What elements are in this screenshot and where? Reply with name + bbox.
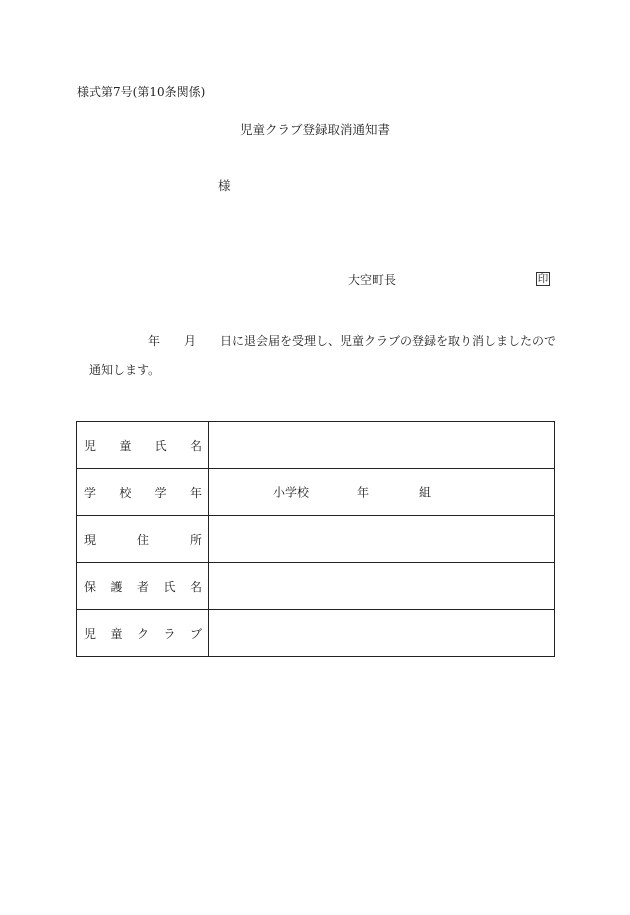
label-char: 学 <box>84 485 97 500</box>
school-grade-field[interactable] <box>209 469 555 516</box>
label-char: 名 <box>189 438 202 453</box>
label-char: 名 <box>189 579 202 594</box>
guardian-name-field[interactable] <box>209 563 555 610</box>
row-label <box>77 469 209 516</box>
label-char: 住 <box>136 532 149 547</box>
row-label <box>77 422 209 469</box>
label-char: ク <box>136 626 149 641</box>
addressee-honorific: 様 <box>218 178 231 193</box>
body-text-line-1: 日に退会届を受理し、児童クラブの登録を取り消しましたので <box>220 334 557 348</box>
table-row-address <box>77 516 555 563</box>
info-table <box>76 421 555 657</box>
label-char: 護 <box>110 579 123 594</box>
table-row-child-name <box>77 422 555 469</box>
label-char: 童 <box>110 626 123 641</box>
seal-mark-icon: 印 <box>537 272 549 285</box>
child-name-field[interactable] <box>209 422 555 469</box>
label-char: 保 <box>84 579 97 594</box>
label-char: 童 <box>119 438 132 453</box>
grade-class-suffix: 組 <box>419 485 432 500</box>
label-char: 氏 <box>163 579 176 594</box>
address-field[interactable] <box>209 516 555 563</box>
body-text-line-2: 通知します。 <box>89 363 161 377</box>
label-char: 児 <box>84 626 97 641</box>
issuer-title: 大空町長 <box>348 273 397 287</box>
label-char: 所 <box>189 532 202 547</box>
document-title: 児童クラブ登録取消通知書 <box>239 122 390 137</box>
label-char: ブ <box>189 626 202 641</box>
row-label <box>77 516 209 563</box>
school-suffix: 小学校 <box>273 485 310 500</box>
table-row-club <box>77 610 555 657</box>
body-month-label: 月 <box>184 334 197 348</box>
form-number: 様式第7号(第10条関係) <box>77 85 206 99</box>
label-char: 学 <box>154 485 167 500</box>
label-char: ラ <box>163 626 176 641</box>
table-row-guardian-name <box>77 563 555 610</box>
label-char: 校 <box>119 485 132 500</box>
label-char: 年 <box>189 485 202 500</box>
label-char: 児 <box>84 438 97 453</box>
label-char: 現 <box>84 532 97 547</box>
grade-year-suffix: 年 <box>357 485 370 500</box>
label-char: 者 <box>136 579 149 594</box>
body-year-label: 年 <box>148 334 161 348</box>
club-field[interactable] <box>209 610 555 657</box>
table-row-school-grade <box>77 469 555 516</box>
row-label <box>77 610 209 657</box>
label-char: 氏 <box>154 438 167 453</box>
row-label <box>77 563 209 610</box>
